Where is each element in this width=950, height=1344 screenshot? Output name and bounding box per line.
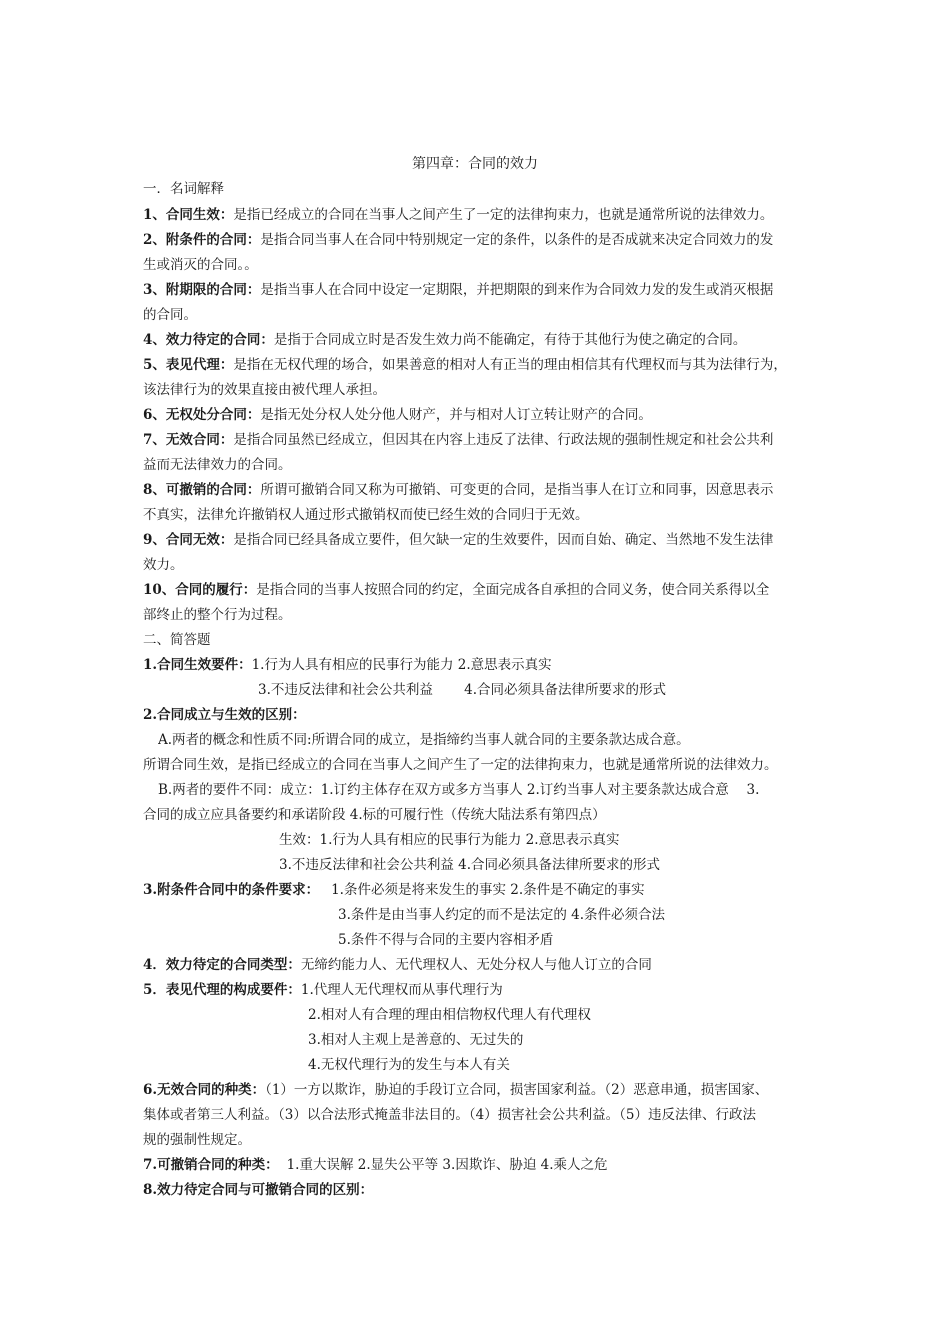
question-5-cont-1: 2.相对人有合理的理由相信物权代理人有代理权 xyxy=(308,1007,591,1023)
definition-2-cont: 生或消灭的合同。。 xyxy=(143,257,258,273)
question-7 xyxy=(143,1155,813,1175)
definition-text: 是指当事人在合同中设定一定期限，并把期限的到来作为合同效力发的发生或消灭根据 xyxy=(260,282,774,298)
definition-text: 是指合同虽然已经成立，但因其在内容上违反了法律、行政法规的强制性规定和社会公共利 xyxy=(233,432,774,448)
question-2-b4: 3.不违反法律和社会公共利益 4.合同必须具备法律所要求的形式 xyxy=(279,857,661,873)
definition-text: 是指无处分权人处分他人财产，并与相对人订立转让财产的合同。 xyxy=(260,407,652,423)
question-2-b1: B.两者的要件不同：成立：1.订约主体存在双方或多方当事人 2.订约当事人对主要条款达成合意 3. xyxy=(158,782,760,798)
question-5 xyxy=(143,980,813,1000)
question-1 xyxy=(143,655,813,675)
definition-term: 1、合同生效： xyxy=(143,207,234,223)
definition-6 xyxy=(143,405,813,425)
definition-10-cont: 部终止的整个行为过程。 xyxy=(143,607,292,623)
question-text: 1.条件必须是将来发生的事实 2.条件是不确定的事实 xyxy=(331,882,645,898)
definition-term: 8、可撤销的合同： xyxy=(143,482,261,498)
question-text: 1.重大误解 2.显失公平等 3.因欺诈、胁迫 4.乘人之危 xyxy=(286,1157,608,1173)
definition-9 xyxy=(143,530,813,550)
definition-text: 是指于合同成立时是否发生效力尚不能确定，有待于其他行为使之确定的合同。 xyxy=(273,332,747,348)
definition-term: 2、附条件的合同： xyxy=(143,232,261,248)
definition-5 xyxy=(143,355,813,375)
definition-10 xyxy=(143,580,813,600)
definition-1 xyxy=(143,205,813,225)
question-4 xyxy=(143,955,813,975)
section-heading-short-answer: 二、简答题 xyxy=(143,632,211,648)
question-term: 5．表见代理的构成要件： xyxy=(143,982,301,998)
definition-text: 是指合同当事人在合同中特别规定一定的条件，以条件的是否成就来决定合同效力的发 xyxy=(260,232,774,248)
question-term: 6.无效合同的种类： xyxy=(143,1082,266,1098)
question-6 xyxy=(143,1080,813,1100)
definition-term: 3、附期限的合同： xyxy=(143,282,261,298)
question-text: 1.行为人具有相应的民事行为能力 2.意思表示真实 xyxy=(251,657,552,673)
question-term: 1.合同生效要件： xyxy=(143,657,252,673)
question-3-cont-1: 3.条件是由当事人约定的而不是法定的 4.条件必须合法 xyxy=(338,907,666,923)
definition-text: 是指合同的当事人按照合同的约定，全面完成各自承担的合同义务，使合同关系得以全 xyxy=(256,582,770,598)
definition-term: 7、无效合同： xyxy=(143,432,234,448)
definition-2 xyxy=(143,230,813,250)
definition-7-cont: 益而无法律效力的合同。 xyxy=(143,457,292,473)
question-5-cont-2: 3.相对人主观上是善意的、无过失的 xyxy=(308,1032,524,1048)
definition-7 xyxy=(143,430,813,450)
definition-term: 10、合同的履行： xyxy=(143,582,257,598)
question-text: 1.代理人无代理权而从事代理行为 xyxy=(300,982,503,998)
question-2-term: 2.合同成立与生效的区别： xyxy=(143,707,306,723)
definition-3-cont: 的合同。 xyxy=(143,307,197,323)
definition-text: 是指在无权代理的场合，如果善意的相对人有正当的理由相信其有代理权而与其为法律行为， xyxy=(233,357,787,373)
question-2-a2: 所谓合同生效，是指已经成立的合同在当事人之间产生了一定的法律拘束力，也就是通常所说的法律效力。 xyxy=(143,757,778,773)
question-term: 4．效力待定的合同类型： xyxy=(143,957,301,973)
question-5-cont-3: 4.无权代理行为的发生与本人有关 xyxy=(308,1057,510,1073)
definition-text: 是指已经成立的合同在当事人之间产生了一定的法律拘束力，也就是通常所说的法律效力。 xyxy=(233,207,774,223)
definition-text: 是指合同已经具备成立要件，但欠缺一定的生效要件，因而自始、确定、当然地不发生法律 xyxy=(233,532,774,548)
question-8-term: 8.效力待定合同与可撤销合同的区别： xyxy=(143,1182,374,1198)
question-text: （1）一方以欺诈，胁迫的手段订立合同，损害国家利益。（2）恶意串通，损害国家、 xyxy=(265,1082,769,1098)
definition-term: 4、效力待定的合同： xyxy=(143,332,274,348)
question-3-cont-2: 5.条件不得与合同的主要内容相矛盾 xyxy=(338,932,554,948)
question-2-b2: 合同的成立应具备要约和承诺阶段 4.标的可履行性（传统大陆法系有第四点） xyxy=(143,807,606,823)
definition-3 xyxy=(143,280,813,300)
definition-9-cont: 效力。 xyxy=(143,557,184,573)
section-heading-definitions: 一．名词解释 xyxy=(143,181,224,197)
definition-term: 6、无权处分合同： xyxy=(143,407,261,423)
question-term: 3.附条件合同中的条件要求： xyxy=(143,882,320,898)
definition-8-cont: 不真实，法律允许撤销权人通过形式撤销权而使已经生效的合同归于无效。 xyxy=(143,507,589,523)
definition-term: 5、表见代理： xyxy=(143,357,234,373)
question-term: 7.可撤销合同的种类： xyxy=(143,1157,279,1173)
page-title: 第四章：合同的效力 xyxy=(412,156,538,172)
definition-4 xyxy=(143,330,813,350)
definition-5-cont: 该法律行为的效果直接由被代理人承担。 xyxy=(143,382,386,398)
question-1-cont: 3.不违反法律和社会公共利益 4.合同必须具备法律所要求的形式 xyxy=(258,682,667,698)
question-3 xyxy=(143,880,813,900)
definition-term: 9、合同无效： xyxy=(143,532,234,548)
question-6-cont-2: 规的强制性规定。 xyxy=(143,1132,251,1148)
question-text: 无缔约能力人、无代理权人、无处分权人与他人订立的合同 xyxy=(300,957,652,973)
question-6-cont-1: 集体或者第三人利益。（3）以合法形式掩盖非法目的。（4）损害社会公共利益。（5）违反法律、行政法 xyxy=(143,1107,757,1123)
definition-8 xyxy=(143,480,813,500)
definition-text: 所谓可撤销合同又称为可撤销、可变更的合同，是指当事人在订立和同事，因意思表示 xyxy=(260,482,774,498)
question-2-b3: 生效：1.行为人具有相应的民事行为能力 2.意思表示真实 xyxy=(279,832,620,848)
question-2-a1: A.两者的概念和性质不同:所谓合同的成立，是指缔约当事人就合同的主要条款达成合意。 xyxy=(158,732,690,748)
